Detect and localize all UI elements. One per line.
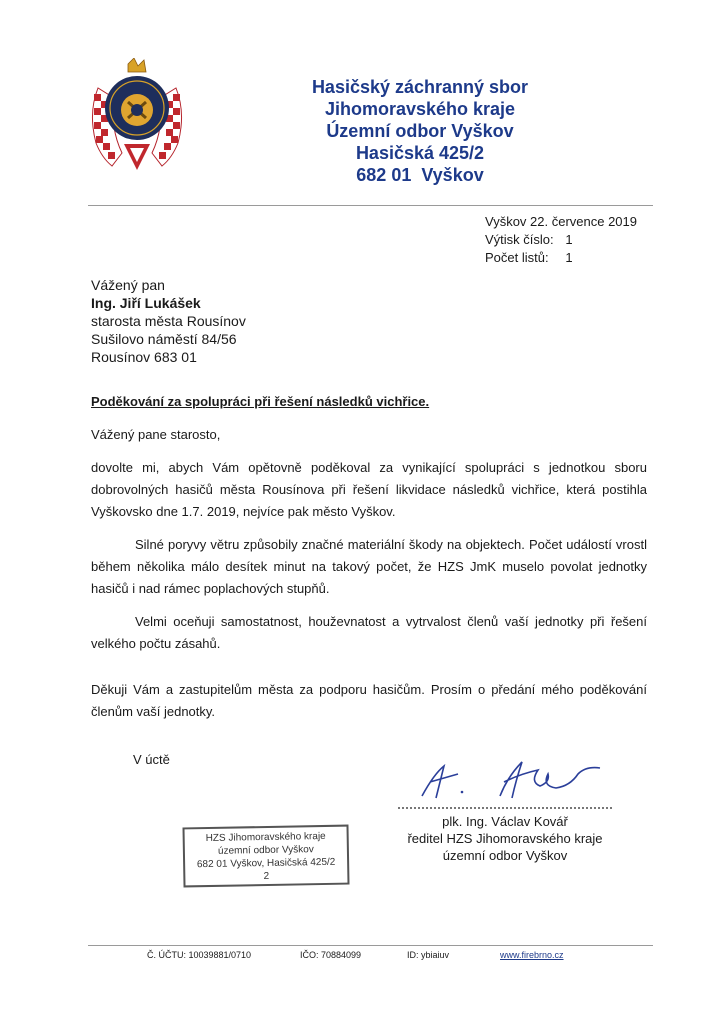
fire-brigade-emblem-icon (88, 58, 186, 176)
copy-number-value: 1 (565, 232, 573, 247)
sheet-count-row (485, 249, 637, 267)
recipient-name: Ing. Jiří Lukášek (91, 295, 201, 311)
paragraph-4: Děkuji Vám a zastupitelům města za podporu hasičům. Prosím o předání mého poděkování členům vaší jednotky. (91, 682, 647, 719)
recipient-title: starosta města Rousínov (91, 313, 246, 329)
org-line-5: 682 01 Vyškov (356, 165, 484, 185)
recipient-address (91, 276, 246, 366)
letter-closing: V úctě (133, 752, 170, 767)
letter-subject: Poděkování za spolupráci při řešení následků vichřice. (91, 394, 430, 409)
recipient-street: Sušilovo náměstí 84/56 (91, 331, 237, 347)
stamp-line-3: 682 01 Vyškov, Hasičská 425/2 (196, 856, 336, 871)
footer-id: ID: ybiaiuv (407, 950, 450, 960)
org-line-3: Územní odbor Vyškov (326, 121, 514, 141)
signer-block (398, 813, 612, 864)
copy-number-label: Výtisk číslo: (485, 232, 554, 247)
copy-number-row (485, 231, 637, 249)
document-meta (485, 213, 637, 267)
recipient-salutation: Vážený pan (91, 277, 165, 293)
organization-header (270, 76, 570, 186)
signer-role: ředitel HZS Jihomoravského kraje (407, 831, 603, 846)
paragraph-2: Silné poryvy větru způsobily značné materiální škody na objektech. Počet událostí vrostl během několika málo desítek minut na takový počet, že HZS JmK muselo povolat jednotky hasičů i nad rámec poplachových stupňů. (91, 537, 647, 596)
stamp-line-2: územní odbor Vyškov (217, 844, 314, 857)
office-stamp (182, 825, 349, 888)
recipient-city: Rousínov 683 01 (91, 349, 197, 365)
org-line-2: Jihomoravského kraje (324, 99, 516, 119)
org-line-1: Hasičský záchranný sbor (311, 77, 529, 97)
stamp-line-4: 2 (263, 870, 270, 883)
signature-line (398, 807, 612, 809)
place-date: Vyškov 22. července 2019 (485, 214, 637, 229)
footer-ico: IČO: 70884099 (300, 950, 362, 960)
sheet-count-value: 1 (565, 250, 573, 265)
signer-name: plk. Ing. Václav Kovář (442, 814, 568, 829)
handwritten-signature-icon (400, 752, 610, 808)
stamp-line-1: HZS Jihomoravského kraje (205, 830, 326, 845)
footer-website-link[interactable]: www.firebrno.cz (500, 950, 564, 960)
footer-account: Č. ÚČTU: 10039881/0710 (147, 950, 252, 960)
header-divider (88, 205, 653, 206)
footer-divider (88, 945, 653, 946)
letter-greeting: Vážený pane starosto, (91, 427, 221, 442)
signer-unit: územní odbor Vyškov (442, 848, 568, 863)
paragraph-1: dovolte mi, abych Vám opětovně poděkoval za vynikající spolupráci s jednotkou sboru dobrovolných hasičů města Rousínova při řešení likvidace následků vichřice, která postihla Vyškovsko dne 1.7. 2019, nejvíce pak město Vyškov. (91, 460, 647, 519)
org-line-4: Hasičská 425/2 (355, 143, 485, 163)
sheet-count-label: Počet listů: (485, 250, 549, 265)
paragraph-3: Velmi oceňuji samostatnost, houževnatost a vytrvalost členů vaší jednotky při řešení velkého počtu zásahů. (91, 614, 647, 651)
letter-body (91, 424, 647, 723)
